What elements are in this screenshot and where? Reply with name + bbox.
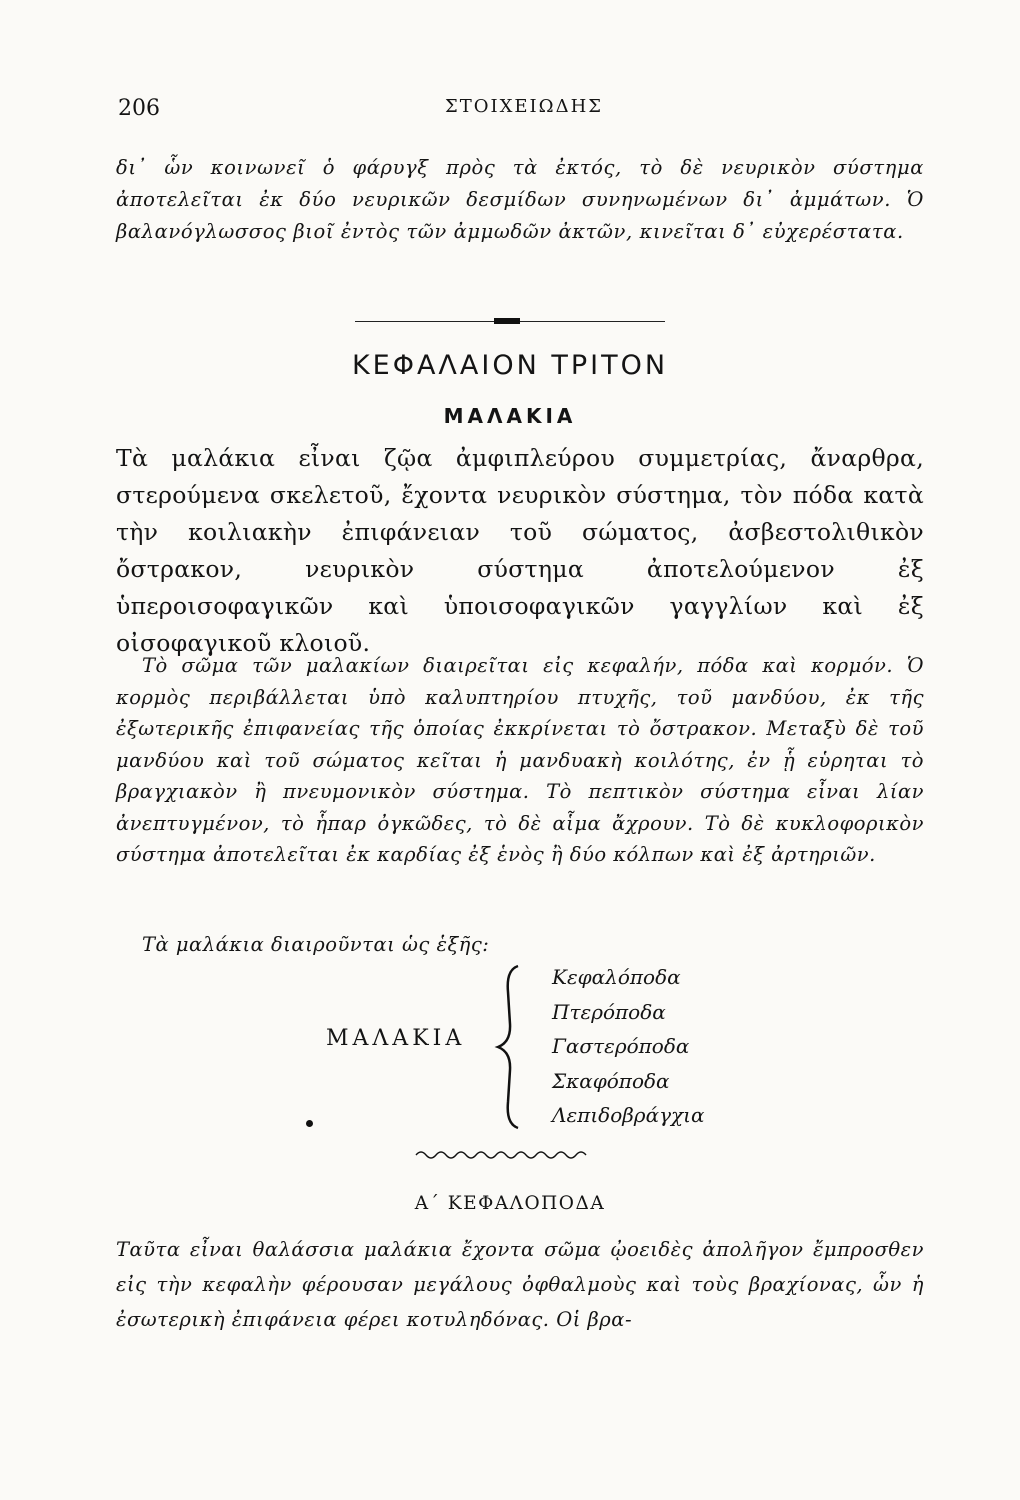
definition-paragraph: Τὰ μαλάκια εἶναι ζῷα ἀμφιπλεύρου συμμετρίας, ἄναρθρα, στερούμενα σκελετοῦ, ἔχοντα νευρικὸν σύστημα, τὸν πόδα κατὰ τὴν κοιλιακὴν ἐπιφάνειαν τοῦ σώματος, ἀσβεστολιθικὸν ὄστρακον, νευρικὸν σύστημα ἀποτελούμενον ἐξ ὑπεροισοφαγικῶν καὶ ὑποισοφαγικῶν γαγγλίων καὶ ἐξ οἰσοφαγικοῦ κλοιοῦ. <box>116 444 924 657</box>
cephalopoda-paragraph: Ταῦτα εἶναι θαλάσσια μαλάκια ἔχοντα σῶμα ᾠοειδὲς ἀπολῆγον ἔμπροσθεν εἰς τὴν κεφαλὴν φέρουσαν μεγάλους ὀφθαλμοὺς καὶ τοὺς βραχίονας, ὧν ἡ ἐσωτερικὴ ἐπιφάνεια φέρει κοτυληδόνας. Οἱ βρα- <box>116 1238 924 1331</box>
section-title: ΜΑΛΑΚΙΑ <box>443 404 577 428</box>
class-item-cephalopoda: Κεφαλόποδα <box>552 965 681 989</box>
classification-label: ΜΑΛΑΚΙΑ <box>326 1026 466 1051</box>
wavy-divider <box>414 1148 594 1162</box>
subsection-title: Α΄ ΚΕΦΑΛΟΠΟΔΑ <box>414 1193 606 1214</box>
division-intro: Τὰ μαλάκια διαιροῦνται ὡς ἑξῆς: <box>142 933 490 956</box>
section-divider-mark <box>494 318 520 324</box>
page-header <box>118 96 930 126</box>
class-item-lamellibranchia: Λεπιδοβράγχια <box>552 1103 705 1127</box>
chapter-title: ΚΕΦΑΛΑΙΟΝ ΤΡΙΤΟΝ <box>351 350 669 381</box>
class-item-pteropoda: Πτερόποδα <box>552 999 666 1024</box>
class-item-gastropoda: Γαστερόποδα <box>552 1034 690 1058</box>
intro-paragraph: δι᾽ ὧν κοινωνεῖ ὁ φάρυγξ πρὸς τὰ ἐκτός, τὸ δὲ νευρικὸν σύστημα ἀποτελεῖται ἐκ δύο νευρικῶν δεσμίδων συνηνωμένων δι᾽ ἀμμάτων. Ὁ βαλανόγλωσσος βιοῖ ἐντὸς τῶν ἀμμωδῶν ἀκτῶν, κινεῖται δ᾽ εὐχερέστατα. <box>116 156 924 243</box>
ink-dot <box>306 1120 313 1127</box>
curly-brace <box>488 962 528 1132</box>
running-head: ΣΤΟΙΧΕΙΩΔΗΣ <box>444 96 603 117</box>
classification-list <box>552 960 705 1133</box>
class-item-scaphopoda: Σκαφόποδα <box>552 1068 670 1093</box>
page-number: 206 <box>118 96 160 121</box>
body-paragraph: Τὸ σῶμα τῶν μαλακίων διαιρεῖται εἰς κεφαλήν, πόδα καὶ κορμόν. Ὁ κορμὸς περιβάλλεται ὑπὸ καλυπτηρίου πτυχῆς, τοῦ μανδύου, ἐκ τῆς ἐξωτερικῆς ἐπιφανείας τῆς ὁποίας ἐκκρίνεται τὸ ὄστρακον. Μεταξὺ δὲ τοῦ μανδύου καὶ τοῦ σώματος κεῖται ἡ μανδυακὴ κοιλότης, ἐν ᾗ εὑρηται τὸ βραγχιακὸν ἢ πνευμονικὸν σύστημα. Τὸ πεπτικὸν σύστημα εἶναι λίαν ἀνεπτυγμένον, τὸ ἧπαρ ὀγκῶδες, τὸ δὲ αἷμα ἄχρουν. Τὸ δὲ κυκλοφορικὸν σύστημα ἀποτελεῖται ἐκ καρδίας ἐξ ἑνὸς ἢ δύο κόλπων καὶ ἐξ ἀρτηριῶν. <box>116 654 924 866</box>
